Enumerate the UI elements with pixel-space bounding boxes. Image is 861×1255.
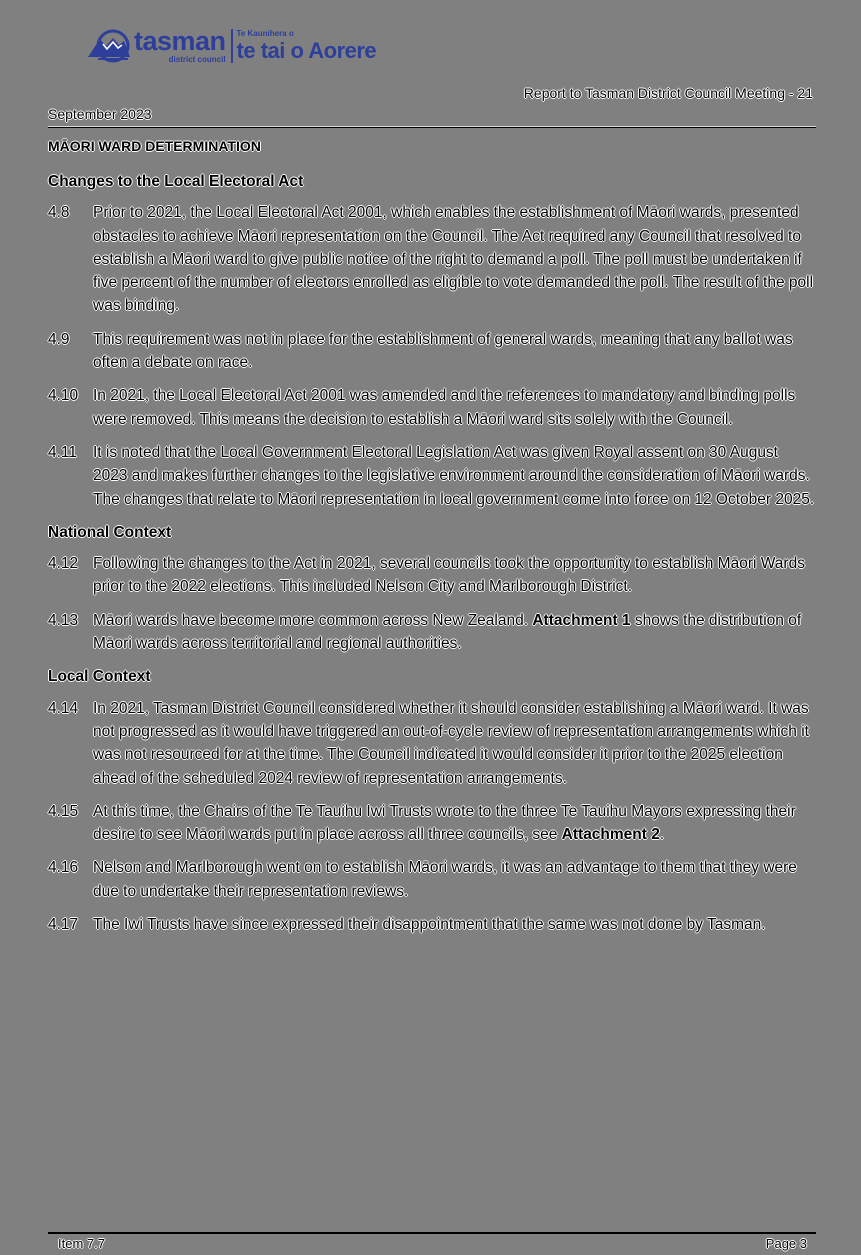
footer-page-number: Page 3 xyxy=(765,1236,807,1251)
footer-divider xyxy=(48,1232,816,1234)
paragraph-text: This requirement was not in place for the establishment of general wards, meaning that any ballot was often a debate on race. xyxy=(93,330,793,372)
section-heading: National Context xyxy=(48,523,172,541)
paragraph-number: 4.12 xyxy=(48,555,79,573)
text-run: Māori wards have become more common across New Zealand. xyxy=(93,611,533,629)
paragraph-number: 4.9 xyxy=(48,330,70,348)
logo-subname: district council xyxy=(168,55,226,64)
paragraph xyxy=(48,328,816,375)
paragraph-text: Nelson and Marlborough went on to establish Māori wards, it was an advantage to them that they were due to undertake their representation reviews. xyxy=(93,859,797,900)
paragraph xyxy=(48,201,816,317)
attachment-reference: Attachment 1 xyxy=(532,611,631,629)
paragraph xyxy=(48,552,816,599)
report-date: September 2023 xyxy=(48,106,152,122)
council-logo xyxy=(86,24,376,68)
paragraph xyxy=(48,384,816,431)
header-divider xyxy=(48,127,816,128)
paragraph-number: 4.16 xyxy=(48,859,79,877)
document-body xyxy=(48,170,816,946)
paragraph-number: 4.17 xyxy=(48,916,79,934)
paragraph xyxy=(48,609,816,656)
paragraph-text: The Iwi Trusts have since expressed their disappointment that the same was not done by Tasman. xyxy=(93,916,766,934)
mountain-logo-icon xyxy=(86,27,132,65)
paragraph xyxy=(48,913,816,936)
paragraph-text: It is noted that the Local Government Electoral Legislation Act was given Royal assent on 30 August 2023 and makes further changes to the legislative environment around the consideration of Māori wards. The changes that relate to Māori representation in local government come into force on 12 October 2025. xyxy=(93,443,815,508)
logo-maori-small: Te Kaunihera o xyxy=(236,29,294,38)
paragraph-number: 4.14 xyxy=(48,699,79,717)
paragraph-text xyxy=(93,609,816,656)
logo-maori-name: te tai o Aorere xyxy=(236,38,377,63)
paragraph-number: 4.15 xyxy=(48,802,79,820)
footer-item-label: Item 7.7 xyxy=(58,1236,105,1251)
text-run: . xyxy=(659,826,665,844)
paragraph-number: 4.13 xyxy=(48,611,79,629)
paragraph-text: Following the changes to the Act in 2021, several councils took the opportunity to establish Māori Wards prior to the 2022 elections. This included Nelson City and Marlborough District. xyxy=(93,555,805,596)
attachment-reference: Attachment 2 xyxy=(561,826,660,844)
section-heading: Local Context xyxy=(48,668,151,686)
section-heading: Changes to the Local Electoral Act xyxy=(48,173,304,190)
paragraph-number: 4.8 xyxy=(48,204,70,222)
text-run: shows the distribution of Māori wards across territorial and regional authorities. xyxy=(93,611,802,653)
paragraph xyxy=(48,697,816,790)
document-title: MĀORI WARD DETERMINATION xyxy=(48,138,261,154)
paragraph-number: 4.11 xyxy=(48,443,78,461)
text-run: At this time, the Chairs of the Te Tauihu Iwi Trusts wrote to the three Te Tauihu Mayors expressing their desire to see Māori wards put in place across all three councils, see xyxy=(93,802,796,844)
paragraph xyxy=(48,856,816,903)
report-header: Report to Tasman District Council Meeting - 21 xyxy=(523,85,813,101)
paragraph-text: Prior to 2021, the Local Electoral Act 2001, which enables the establishment of Māori wards, presented obstacles to achieve Māori representation on the Council. The Act required any Council that resolved to establish a Māori ward to give public notice of the right to demand a poll. The poll must be undertaken if five percent of the number of electors enrolled as eligible to vote demanded the poll. The result of the poll was binding. xyxy=(93,204,814,315)
paragraph-text: In 2021, Tasman District Council considered whether it should consider establishing a Māori ward. It was not progressed as it would have triggered an out-of-cycle review of representation arrangements which it was not resourced for at the time. The Council indicated it would consider it prior to the 2025 election ahead of the scheduled 2024 review of representation arrangements. xyxy=(93,699,809,787)
paragraph xyxy=(48,800,816,847)
paragraph-number: 4.10 xyxy=(48,387,79,405)
logo-divider xyxy=(231,29,233,63)
paragraph-text xyxy=(93,800,816,847)
logo-name: tasman xyxy=(134,26,226,56)
paragraph xyxy=(48,441,816,511)
paragraph-text: In 2021, the Local Electoral Act 2001 was amended and the references to mandatory and binding polls were removed. This means the decision to establish a Māori ward sits solely with the Council. xyxy=(93,387,796,428)
